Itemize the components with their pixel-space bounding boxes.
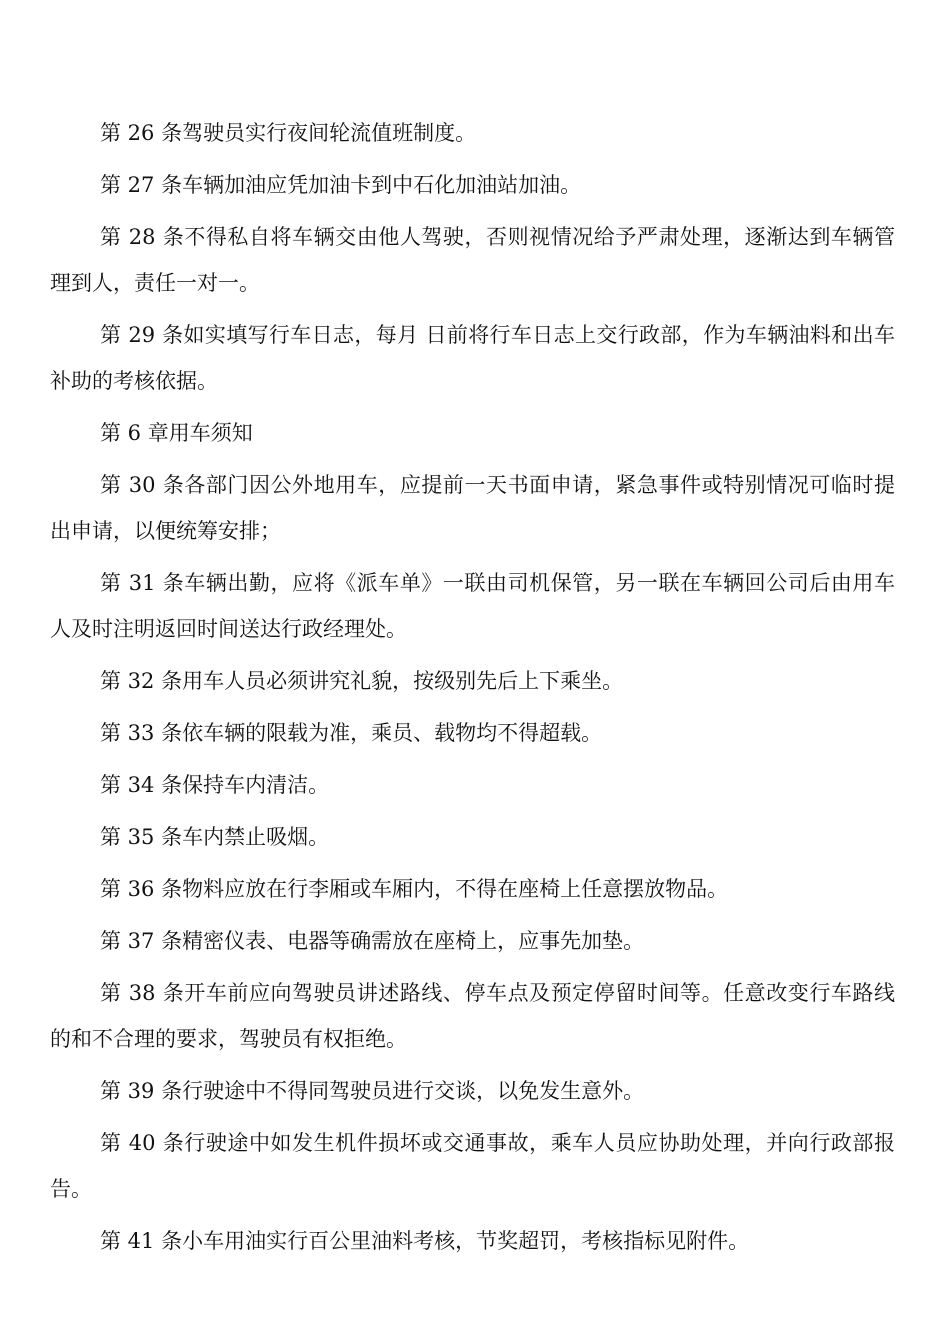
paragraph-article-32: 第 32 条用车人员必须讲究礼貌，按级别先后上下乘坐。 [100,669,624,693]
paragraph-article-38: 第 38 条开车前应向驾驶员讲述路线、停车点及预定停留时间等。任意改变行车路线的和不合理的要求，驾驶员有权拒绝。 [50,981,895,1051]
paragraph-article-30: 第 30 条各部门因公外地用车，应提前一天书面申请，紧急事件或特别情况可临时提出申请，以便统筹安排； [50,473,895,543]
paragraph-article-26: 第 26 条驾驶员实行夜间轮流值班制度。 [100,121,477,145]
paragraph-article-28: 第 28 条不得私自将车辆交由他人驾驶，否则视情况给予严肃处理，逐渐达到车辆管理到人，责任一对一。 [50,225,895,295]
paragraph-article-27: 第 27 条车辆加油应凭加油卡到中石化加油站加油。 [100,173,582,197]
paragraph-article-29: 第 29 条如实填写行车日志，每月 日前将行车日志上交行政部，作为车辆油料和出车补助的考核依据。 [50,323,895,393]
paragraph-article-31: 第 31 条车辆出勤，应将《派车单》一联由司机保管，另一联在车辆回公司后由用车人及时注明返回时间送达行政经理处。 [50,571,895,641]
paragraph-article-40: 第 40 条行驶途中如发生机件损坏或交通事故，乘车人员应协助处理，并向行政部报告。 [50,1131,895,1201]
document-page [50,110,895,1270]
paragraph-article-35: 第 35 条车内禁止吸烟。 [100,825,330,849]
chapter-heading-6: 第 6 章用车须知 [100,421,253,445]
paragraph-article-36: 第 36 条物料应放在行李厢或车厢内，不得在座椅上任意摆放物品。 [100,877,729,901]
paragraph-article-39: 第 39 条行驶途中不得同驾驶员进行交谈，以免发生意外。 [100,1079,645,1103]
paragraph-article-34: 第 34 条保持车内清洁。 [100,773,330,797]
paragraph-article-37: 第 37 条精密仪表、电器等确需放在座椅上，应事先加垫。 [100,929,645,953]
paragraph-article-41: 第 41 条小车用油实行百公里油料考核，节奖超罚，考核指标见附件。 [100,1229,750,1253]
paragraph-article-33: 第 33 条依车辆的限载为准，乘员、载物均不得超载。 [100,721,603,745]
